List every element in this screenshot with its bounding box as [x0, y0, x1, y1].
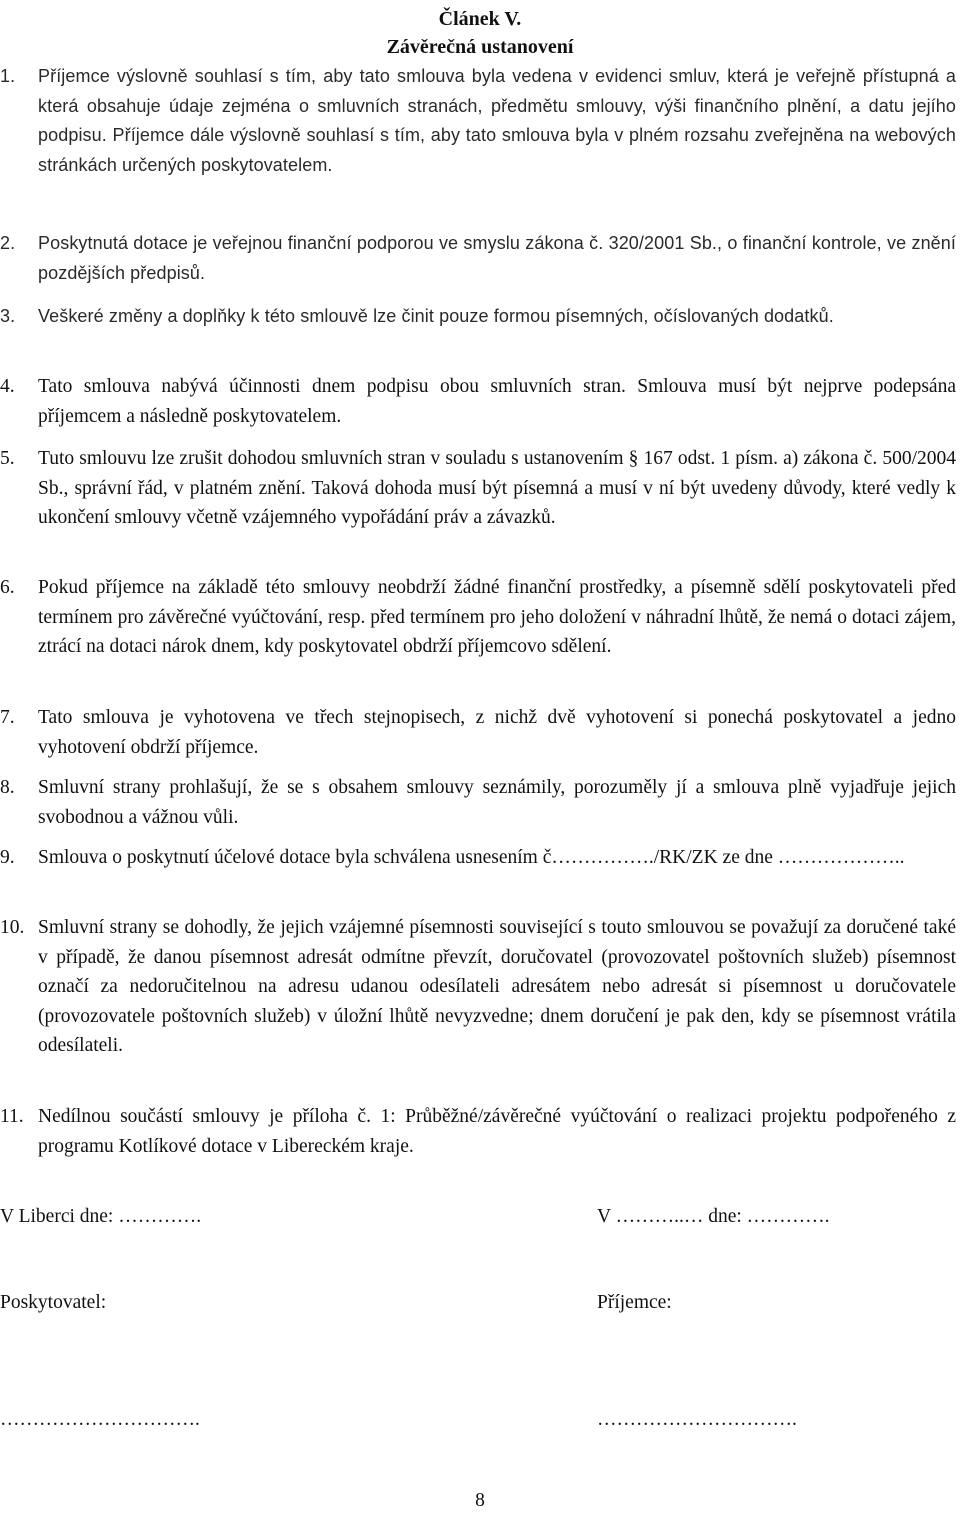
clause-3	[0, 302, 956, 332]
clause-text: Tato smlouva je vyhotovena ve třech stejnopisech, z nichž dvě vyhotovení si ponechá poskytovatel a jedno vyhotovení obdrží příjemce.	[38, 707, 956, 758]
clause-number: 1.	[0, 66, 16, 86]
clause-number: 4.	[0, 376, 15, 397]
clause-text: Smluvní strany se dohodly, že jejich vzájemné písemnosti související s touto smlouvou se považují za doručené také v případě, že danou písemnost adresát odmítne převzít, doručovatel (provozovatel poštovních služeb) písemnost označí za nedoručitelnou na adresu udanou odesílateli adresátem nebo adresát si písemnost u doručovatele (provozovatele poštovních služeb) v úložní lhůtě nevyzvedne; dnem doručení je pak den, kdy se písemnost vrátila odesílateli.	[38, 917, 956, 1056]
clause-text: Tuto smlouvu lze zrušit dohodou smluvních stran v souladu s ustanovením § 167 odst. 1 písm. a) zákona č. 500/2004 Sb., správní řád, v platném znění. Taková dohoda musí být písemná a musí v ní být uvedeny důvody, které vedly k ukončení smlouvy včetně vzájemného vypořádání práv a závazků.	[38, 448, 956, 528]
clause-text: Tato smlouva nabývá účinnosti dnem podpisu obou smluvních stran. Smlouva musí být nejprve podepsána příjemcem a následně poskytovatelem.	[38, 376, 956, 427]
provider-label: Poskytovatel:	[0, 1292, 107, 1313]
clause-text: Smlouva o poskytnutí účelové dotace byla schválena usnesením č……………./RK/ZK ze dne ………………..	[38, 847, 905, 868]
article-subtitle: Závěrečná ustanovení	[386, 36, 574, 58]
clause-10	[0, 913, 956, 1061]
article-title: Článek V.	[438, 8, 522, 30]
clause-7	[0, 703, 956, 762]
clause-number: 9.	[0, 847, 15, 868]
clause-text: Nedílnou součástí smlouvy je příloha č. 1: Průběžné/závěrečné vyúčtování o realizaci projektu podpořeného z programu Kotlíkové dotace v Libereckém kraje.	[38, 1106, 956, 1157]
clause-8	[0, 773, 956, 832]
clause-4	[0, 372, 956, 431]
clause-text: Smluvní strany prohlašují, že se s obsahem smlouvy seznámily, porozuměly jí a smlouva plně vyjadřuje jejich svobodnou a vážnou vůli.	[38, 777, 956, 828]
page-number: 8	[475, 1490, 485, 1511]
clause-6	[0, 573, 956, 662]
recipient-signature-line: ………………………….	[597, 1409, 797, 1430]
clause-11	[0, 1102, 956, 1161]
clause-text: Veškeré změny a doplňky k této smlouvě lze činit pouze formou písemných, očíslovaných dodatků.	[38, 306, 834, 326]
clause-number: 2.	[0, 233, 16, 253]
clause-5	[0, 444, 956, 533]
clause-number: 10.	[0, 917, 25, 938]
clause-number: 11.	[0, 1106, 24, 1127]
clause-text: Pokud příjemce na základě této smlouvy neobdrží žádné finanční prostředky, a písemně sdělí poskytovateli před termínem pro závěrečné vyúčtování, resp. před termínem pro jeho doložení v náhradní lhůtě, že nemá o dotaci zájem, ztrácí na dotaci nárok dnem, kdy poskytovatel obdrží příjemcovo sdělení.	[38, 577, 956, 657]
clause-number: 7.	[0, 707, 15, 728]
clause-2	[0, 229, 956, 288]
clause-number: 5.	[0, 448, 15, 469]
clause-number: 3.	[0, 306, 16, 326]
clause-text: Poskytnutá dotace je veřejnou finanční podporou ve smyslu zákona č. 320/2001 Sb., o finanční kontrole, ve znění pozdějších předpisů.	[38, 233, 956, 283]
recipient-label: Příjemce:	[597, 1292, 672, 1313]
right-place-date: V ………..… dne: ………….	[597, 1206, 830, 1227]
left-place-date: V Liberci dne: ………….	[0, 1206, 202, 1227]
clause-number: 6.	[0, 577, 15, 598]
clause-text: Příjemce výslovně souhlasí s tím, aby tato smlouva byla vedena v evidenci smluv, která je veřejně přístupná a která obsahuje údaje zejména o smluvních stranách, předmětu smlouvy, výši finančního plnění, a datu jejího podpisu. Příjemce dále výslovně souhlasí s tím, aby tato smlouva byla v plném rozsahu zveřejněna na webových stránkách určených poskytovatelem.	[38, 66, 956, 175]
clause-9	[0, 843, 956, 873]
provider-signature-line: ………………………….	[0, 1409, 200, 1430]
clause-1	[0, 62, 956, 180]
clause-number: 8.	[0, 777, 15, 798]
